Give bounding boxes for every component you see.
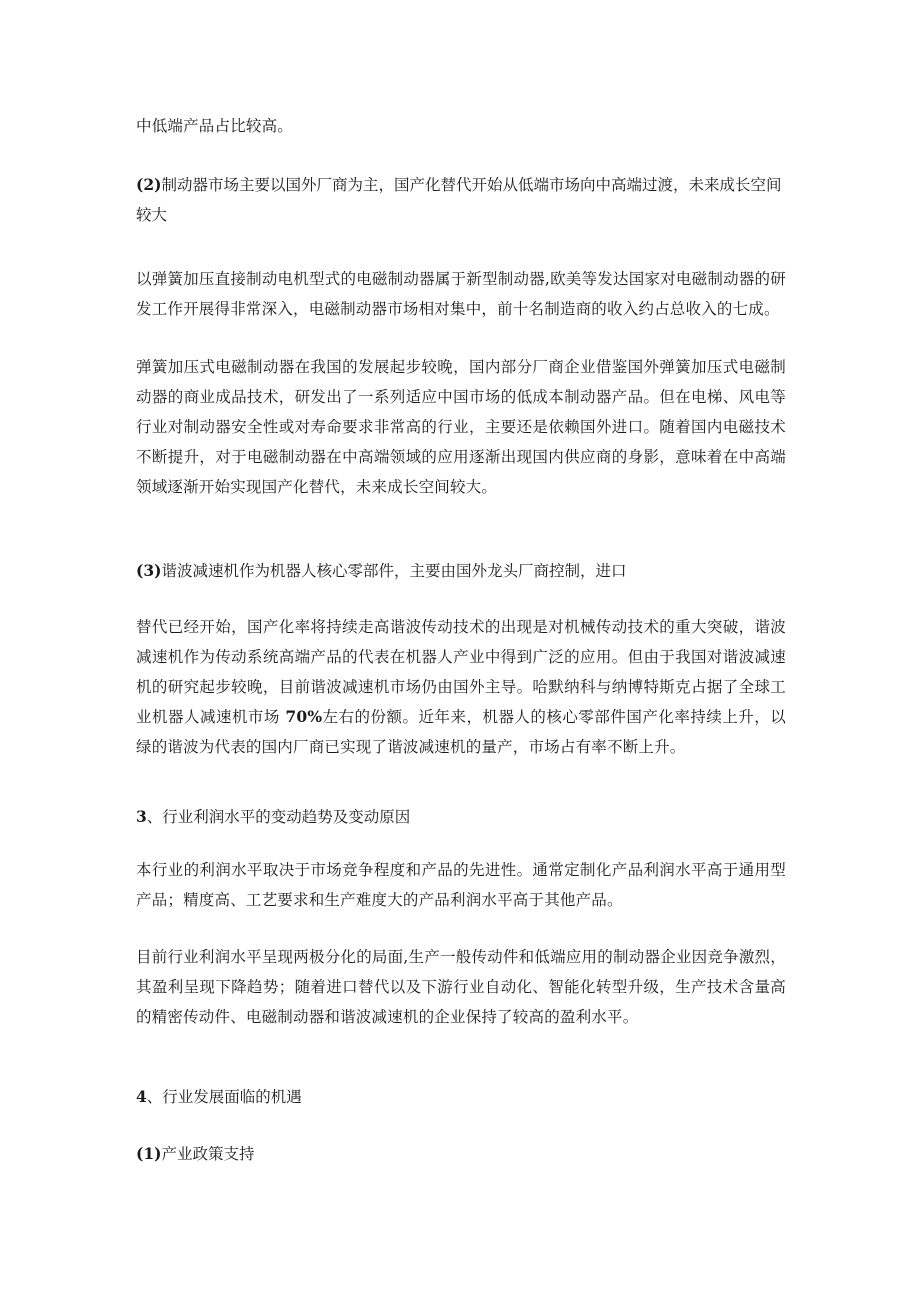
heading-number: (1) xyxy=(136,1144,162,1163)
paragraph-profit-determinants: 本行业的利润水平取决于市场竞争程度和产品的先进性。通常定制化产品利润水平高于通用型产品；精度高、工艺要求和生产难度大的产品利润水平高于其他产品。 xyxy=(136,861,786,909)
heading-policy-support xyxy=(136,1139,786,1169)
market-share-value: 70% xyxy=(285,707,323,726)
paragraph-harmonic-reducer xyxy=(136,612,786,762)
heading-harmonic-reducer xyxy=(136,556,786,586)
paragraph-text: 左右的份额。近年来，机器人的核心零部件国产化率持续上升，以绿的谐波为代表的国内厂商已实现了谐波减速机的量产，市场占有率不断上升。 xyxy=(136,708,786,756)
heading-number: (3) xyxy=(136,561,162,580)
heading-text: 、行业发展面临的机遇 xyxy=(146,1088,302,1106)
heading-opportunities xyxy=(136,1082,786,1112)
heading-brake-market xyxy=(136,170,791,230)
paragraph-intro-tail: 中低端产品占比较高。 xyxy=(136,117,294,135)
heading-profit-trend xyxy=(136,802,786,832)
paragraph-brake-domestic: 弹簧加压式电磁制动器在我国的发展起步较晚，国内部分厂商企业借鉴国外弹簧加压式电磁制动器的商业成品技术，研发出了一系列适应中国市场的低成本制动器产品。但在电梯、风电等行业对制动器安全性或对寿命要求非常高的行业，主要还是依赖国外进口。随着国内电磁技术不断提升，对于电磁制动器在中高端领域的应用逐渐出现国内供应商的身影，意味着在中高端领域逐渐开始实现国产化替代，未来成长空间较大。 xyxy=(136,358,786,496)
paragraph-text: 替代已经开始，国产化率将持续走高谐波传动技术的出现是对机械传动技术的重大突破，谐波减速机作为传动系统高端产品的代表在机器人产业中得到广泛的应用。但由于我国对谐波减速机的研究起步较晚，目前谐波减速机市场仍由国外主导。哈默纳科与纳博特斯克占据了全球工业机器人减速机市场 xyxy=(136,618,786,726)
heading-text: 谐波减速机作为机器人核心零部件，主要由国外龙头厂商控制，进口 xyxy=(161,562,627,580)
heading-text: 制动器市场主要以国外厂商为主，国产化替代开始从低端市场向中高端过渡，未来成长空间较大 xyxy=(136,176,782,224)
heading-number: (2) xyxy=(136,175,162,194)
heading-number: 4 xyxy=(136,1087,147,1106)
paragraph-brake-intro: 以弹簧加压直接制动电机型式的电磁制动器属于新型制动器,欧美等发达国家对电磁制动器的研发工作开展得非常深入，电磁制动器市场相对集中，前十名制造商的收入约占总收入的七成。 xyxy=(136,270,786,318)
heading-number: 3 xyxy=(136,807,147,826)
heading-text: 产业政策支持 xyxy=(161,1145,255,1163)
heading-text: 、行业利润水平的变动趋势及变动原因 xyxy=(146,808,411,826)
paragraph-profit-polarization: 目前行业利润水平呈现两极分化的局面,生产一般传动件和低端应用的制动器企业因竞争激烈，其盈利呈现下降趋势；随着进口替代以及下游行业自动化、智能化转型升级，生产技术含量高的精密传动件、电磁制动器和谐波减速机的企业保持了较高的盈利水平。 xyxy=(136,948,786,1026)
